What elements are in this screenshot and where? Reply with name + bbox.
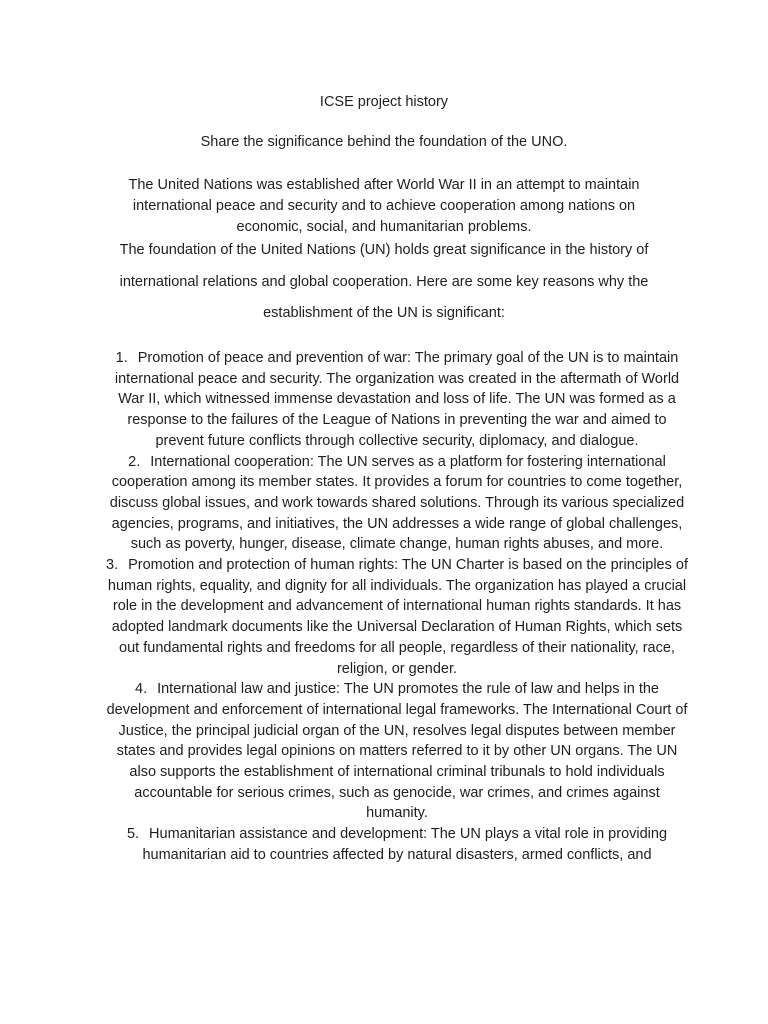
list-item: [104, 348, 690, 452]
list-item-number: 2.: [128, 453, 141, 470]
list-item-number: 1.: [115, 350, 128, 366]
document-title: ICSE project history: [319, 94, 449, 110]
list-item: [104, 555, 690, 679]
intro-paragraph: The United Nations was established after World War II in an attempt to maintain international peace and security and to achieve cooperation among nations on economic, social, and humanitarian problems.: [128, 177, 640, 235]
list-item-text: International cooperation: The UN serves as a platform for fostering international cooperation among its member states. It provides a forum for countries to come together, discuss global issues, and work towards shared solutions. Through its various specialized agencies, programs, and initiatives, the UN addresses a wide range of global challenges, such as poverty, hunger, disease, climate change, human rights abuses, and more.: [109, 453, 685, 553]
list-item-number: 3.: [106, 557, 119, 574]
list-item-number: 4.: [135, 681, 148, 698]
list-item-number: 5.: [126, 826, 140, 843]
list-item: [104, 679, 690, 824]
list-item-text: International law and justice: The UN promotes the rule of law and helps in the development and enforcement of international legal frameworks. The International Court of Justice, the principal judicial organ of the UN, resolves legal disputes between member states and provides legal opinions on matters referred to it by other UN organs. The UN also supports the establishment of international criminal tribunals to hold individuals accountable for serious crimes, such as genocide, war crimes, and crimes against humanity.: [106, 681, 688, 822]
key-reasons-list: [104, 348, 690, 866]
list-item: [104, 824, 690, 865]
foundation-paragraph: The foundation of the United Nations (UN) holds great significance in the history of international relations and global cooperation. Here are some key reasons why the establishment of the UN is significant:: [119, 242, 649, 321]
list-item-text: Promotion and protection of human rights: The UN Charter is based on the principles of human rights, equality, and dignity for all individuals. The organization has played a crucial role in the development and advancement of international human rights standards. It has adopted landmark documents like the Universal Declaration of Human Rights, which sets out fundamental rights and freedoms for all people, regardless of their nationality, race, religion, or gender.: [107, 557, 688, 677]
list-item: [104, 452, 690, 556]
document-question: Share the significance behind the foundation of the UNO.: [200, 134, 568, 150]
list-item-text: Promotion of peace and prevention of war: The primary goal of the UN is to maintain international peace and security. The organization was created in the aftermath of World War II, which witnessed immense devastation and loss of life. The UN was formed as a response to the failures of the League of Nations in preventing the war and aimed to prevent future conflicts through collective security, diplomacy, and dialogue.: [114, 350, 680, 449]
list-item-text: Humanitarian assistance and development: The UN plays a vital role in providing humanitarian aid to countries affected by natural disasters, armed conflicts, and: [142, 826, 668, 863]
